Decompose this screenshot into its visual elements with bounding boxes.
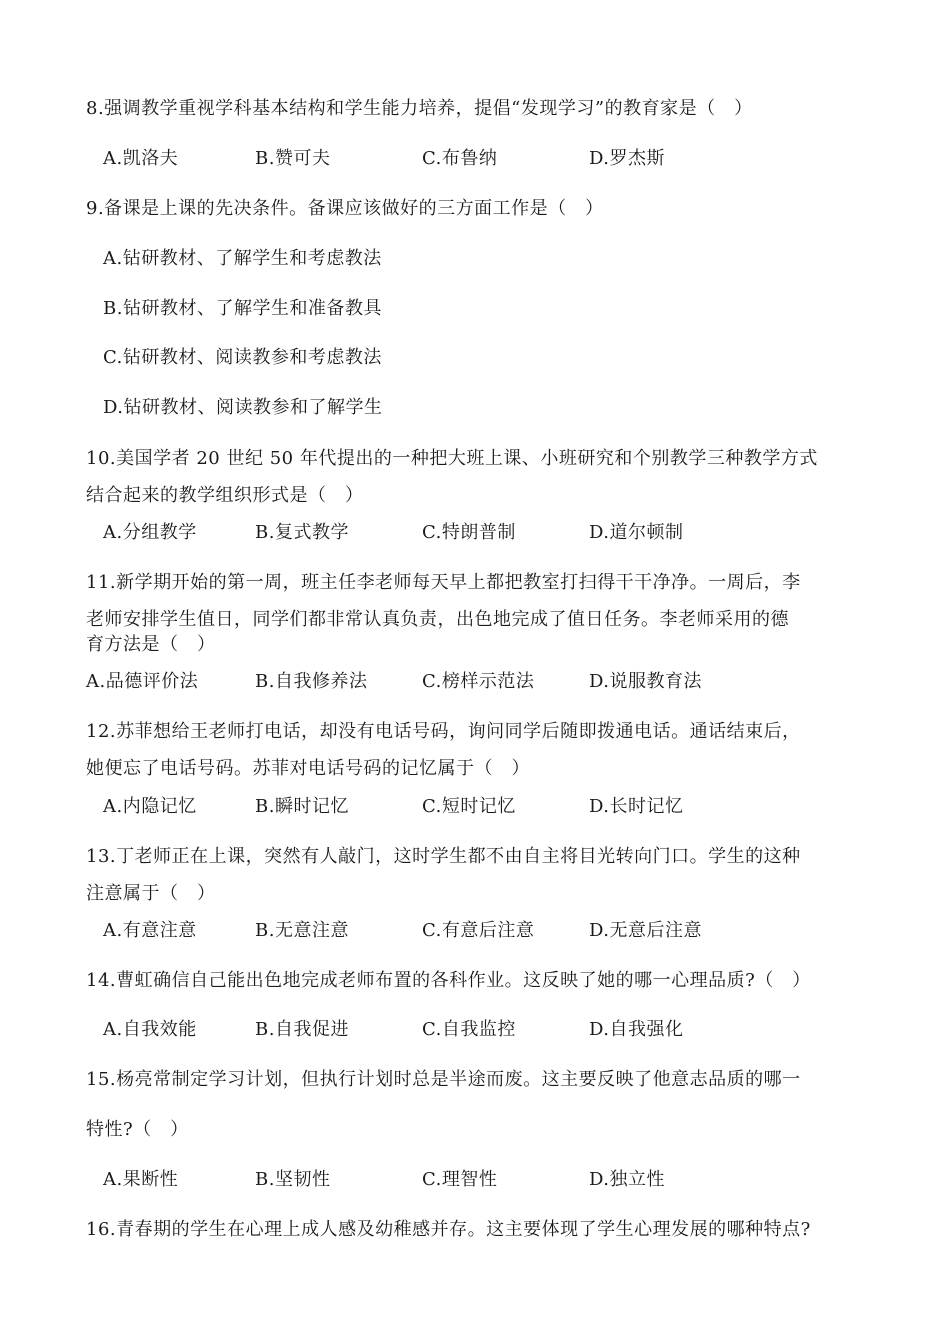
option-c: C.布鲁纳 [422, 148, 498, 169]
option-b: B.无意注意 [255, 920, 349, 941]
question-15-options [0, 1169, 950, 1191]
option-a: A.钻研教材、了解学生和考虑教法 [103, 248, 382, 269]
option-b: B.赞可夫 [255, 148, 331, 169]
option-b: B.坚韧性 [255, 1169, 331, 1190]
question-14-options [0, 1019, 950, 1041]
question-15-text-line-1: 15.杨亮常制定学习计划，但执行计划时总是半途而废。这主要反映了他意志品质的哪一 [86, 1069, 801, 1090]
option-a: A.内隐记忆 [103, 796, 197, 817]
option-b: B.钻研教材、了解学生和准备教具 [103, 298, 382, 319]
option-c: C.有意后注意 [422, 920, 535, 941]
option-d: D.无意后注意 [589, 920, 703, 941]
question-13-options [0, 920, 950, 942]
question-14-text: 14.曹虹确信自己能出色地完成老师布置的各科作业。这反映了她的哪一心理品质?（ ） [86, 970, 811, 991]
question-13-text-line-2: 注意属于（ ） [86, 883, 216, 904]
option-b: B.自我修养法 [255, 671, 368, 692]
question-11-text-line-1: 11.新学期开始的第一周，班主任李老师每天早上都把教室打扫得干干净净。一周后，李 [86, 572, 801, 593]
question-12-text-line-2: 她便忘了电话号码。苏菲对电话号码的记忆属于（ ） [86, 758, 530, 779]
option-a: A.品德评价法 [86, 671, 199, 692]
question-9-text: 9.备课是上课的先决条件。备课应该做好的三方面工作是（ ） [86, 198, 604, 219]
question-11-text-line-2: 老师安排学生值日，同学们都非常认真负责，出色地完成了值日任务。李老师采用的德 [86, 609, 789, 630]
option-b: B.复式教学 [255, 522, 349, 543]
option-d: D.钻研教材、阅读教参和了解学生 [103, 397, 383, 418]
option-d: D.自我强化 [589, 1019, 684, 1040]
question-8-options [0, 148, 950, 170]
question-10-text-line-2: 结合起来的教学组织形式是（ ） [86, 485, 364, 506]
option-c: C.钻研教材、阅读教参和考虑教法 [103, 347, 382, 368]
question-11-text-line-3: 育方法是（ ） [86, 634, 216, 655]
question-16-text: 16.青春期的学生在心理上成人感及幼稚感并存。这主要体现了学生心理发展的哪种特点? [86, 1219, 811, 1240]
option-a: A.自我效能 [103, 1019, 197, 1040]
question-15-text-line-2: 特性?（ ） [86, 1119, 189, 1140]
option-c: C.榜样示范法 [422, 671, 535, 692]
question-12-options [0, 796, 950, 818]
option-d: D.长时记忆 [589, 796, 684, 817]
option-c: C.短时记忆 [422, 796, 516, 817]
question-10-text-line-1: 10.美国学者 20 世纪 50 年代提出的一种把大班上课、小班研究和个别教学三种教学方式 [86, 448, 818, 469]
option-c: C.自我监控 [422, 1019, 516, 1040]
option-d: D.罗杰斯 [589, 148, 666, 169]
option-d: D.说服教育法 [589, 671, 703, 692]
option-b: B.瞬时记忆 [255, 796, 349, 817]
option-a: A.有意注意 [103, 920, 197, 941]
option-d: D.道尔顿制 [589, 522, 684, 543]
option-c: C.特朗普制 [422, 522, 516, 543]
question-8-text: 8.强调教学重视学科基本结构和学生能力培养，提倡“发现学习”的教育家是（ ） [86, 98, 753, 119]
question-10-options [0, 522, 950, 544]
option-a: A.分组教学 [103, 522, 197, 543]
option-a: A.果断性 [103, 1169, 179, 1190]
option-a: A.凯洛夫 [103, 148, 179, 169]
question-11-options [0, 671, 950, 693]
question-12-text-line-1: 12.苏菲想给王老师打电话，却没有电话号码，询问同学后随即拨通电话。通话结束后， [86, 721, 801, 742]
option-c: C.理智性 [422, 1169, 498, 1190]
option-b: B.自我促进 [255, 1019, 349, 1040]
option-d: D.独立性 [589, 1169, 666, 1190]
question-13-text-line-1: 13.丁老师正在上课，突然有人敲门，这时学生都不由自主将目光转向门口。学生的这种 [86, 846, 801, 867]
